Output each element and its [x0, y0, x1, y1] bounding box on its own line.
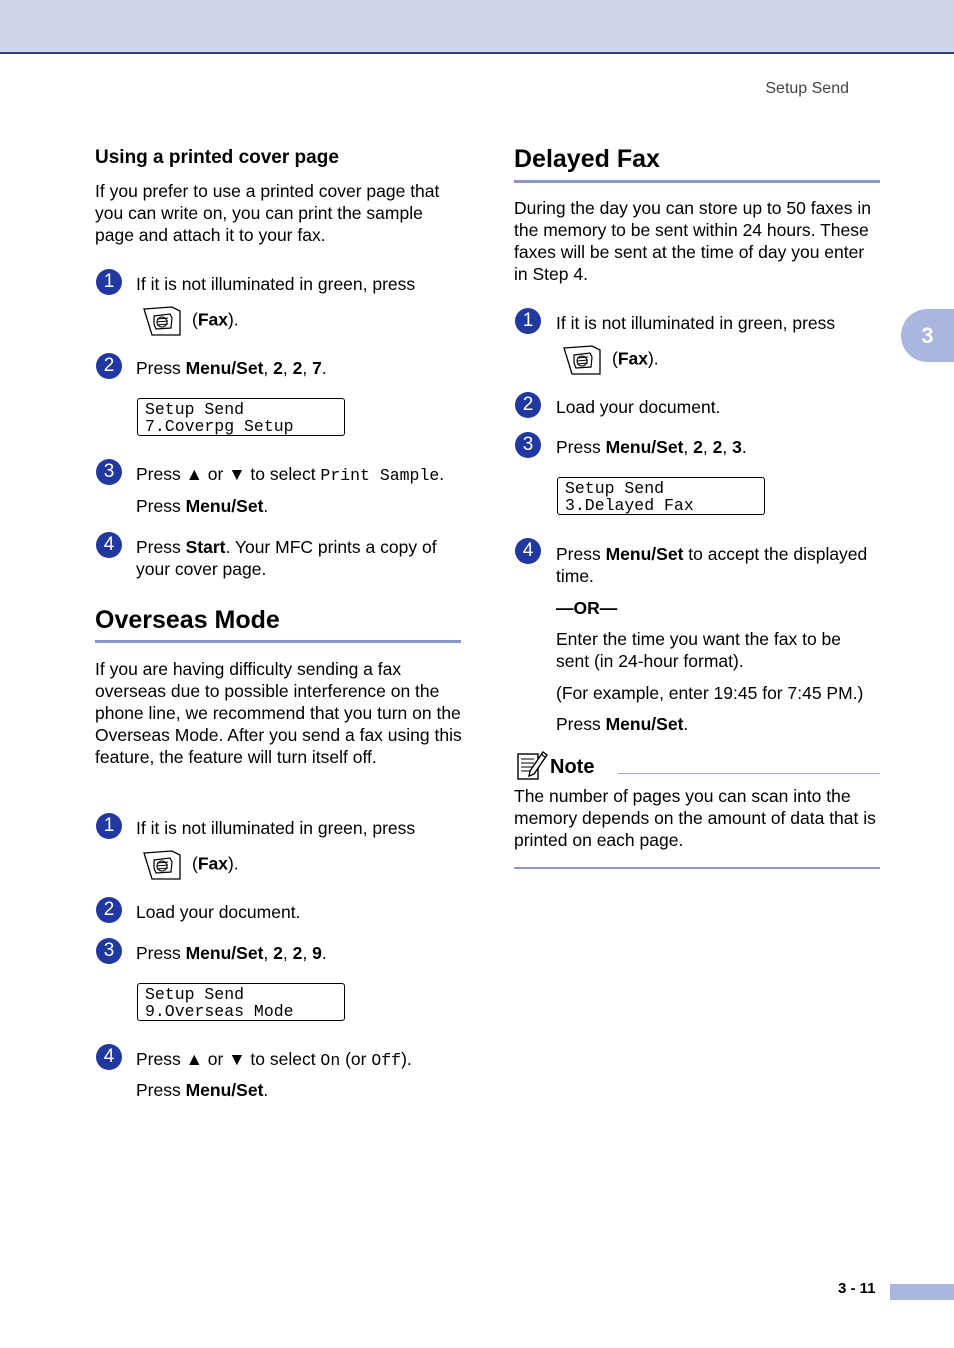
step-text: Press Start. Your MFC prints a copy of: [136, 537, 437, 557]
step-text: (For example, enter 19:45 for 7:45 PM.): [556, 683, 864, 703]
step-text: Press Menu/Set, 2, 2, 7.: [136, 358, 327, 378]
step-text: Press Menu/Set to accept the displayed: [556, 544, 868, 564]
footer-bar: [890, 1284, 954, 1300]
running-header: Setup Send: [765, 80, 849, 97]
step-number: 3: [515, 432, 541, 458]
cover-page-heading: Using a printed cover page: [95, 147, 339, 168]
note-pencil-icon: [516, 749, 548, 781]
fax-key-icon: [562, 345, 602, 375]
lcd-display: [137, 398, 345, 436]
step-text: time.: [556, 566, 594, 586]
section-rule: [514, 180, 880, 183]
lcd-line-1: Setup Send: [145, 400, 245, 419]
lcd-line-1: Setup Send: [145, 985, 245, 1004]
step-number: 2: [96, 897, 122, 923]
step-text: Press Menu/Set.: [136, 1080, 269, 1100]
note-label: Note: [550, 756, 595, 778]
step-text: Press Menu/Set.: [136, 496, 269, 516]
fax-key-icon: [142, 306, 182, 336]
step-number: 3: [96, 938, 122, 964]
fax-key-line: (Fax).: [142, 306, 239, 336]
note-rule: [618, 773, 880, 774]
lcd-line-2: 7.Coverpg Setup: [145, 417, 294, 436]
or-separator: —OR—: [556, 598, 618, 618]
overseas-mode-heading: Overseas Mode: [95, 606, 280, 634]
note-text: The number of pages you can scan into the memory depends on the amount of data that is printed on each page.: [514, 786, 876, 850]
cover-page-intro: If you prefer to use a printed cover page that you can write on, you can print the sample page and attach it to your fax.: [95, 181, 440, 245]
lcd-display: [137, 983, 345, 1021]
step-number: 4: [96, 532, 122, 558]
delayed-fax-heading: Delayed Fax: [514, 145, 660, 173]
step-text: Load your document.: [136, 902, 301, 922]
step-text: If it is not illuminated in green, press: [556, 313, 836, 333]
step-text: Load your document.: [556, 397, 721, 417]
step-number: 1: [96, 269, 122, 295]
step-number: 4: [96, 1044, 122, 1070]
lcd-display: [557, 477, 765, 515]
step-text: Enter the time you want the fax to be sent (in 24-hour format).: [556, 629, 842, 671]
lcd-line-2: 9.Overseas Mode: [145, 1002, 294, 1021]
step-text: your cover page.: [136, 559, 267, 579]
chapter-tab: 3: [901, 309, 954, 362]
overseas-intro: If you are having difficulty sending a fax overseas due to possible interference on the phone line, we recommend that you turn on the Overseas Mode. After you send a fax using this feature, the feature will turn itself off.: [95, 659, 462, 767]
lcd-line-2: 3.Delayed Fax: [565, 496, 694, 515]
section-rule: [95, 640, 461, 643]
step-text: If it is not illuminated in green, press: [136, 818, 416, 838]
step-text: If it is not illuminated in green, press: [136, 274, 416, 294]
fax-key-icon: [142, 850, 182, 880]
step-number: 2: [515, 392, 541, 418]
step-text: Press ▲ or ▼ to select Print Sample.: [136, 464, 445, 485]
step-text: Press Menu/Set.: [556, 714, 689, 734]
step-text: Press Menu/Set, 2, 2, 9.: [136, 943, 327, 963]
lcd-line-1: Setup Send: [565, 479, 665, 498]
step-number: 1: [515, 308, 541, 334]
fax-key-line: (Fax).: [142, 850, 239, 880]
page-number: 3 - 11: [838, 1280, 876, 1297]
step-text: Press Menu/Set, 2, 2, 3.: [556, 437, 747, 457]
step-number: 1: [96, 813, 122, 839]
fax-key-line: (Fax).: [562, 345, 659, 375]
delayed-fax-intro: During the day you can store up to 50 faxes in the memory to be sent within 24 hours. These faxes will be sent at the time of day you enter in Step 4.: [514, 198, 872, 284]
note-bottom-rule: [514, 867, 880, 869]
step-number: 3: [96, 459, 122, 485]
step-number: 2: [96, 353, 122, 379]
step-number: 4: [515, 538, 541, 564]
step-text: Press ▲ or ▼ to select On (or Off).: [136, 1049, 412, 1070]
top-header-band: [0, 0, 954, 54]
